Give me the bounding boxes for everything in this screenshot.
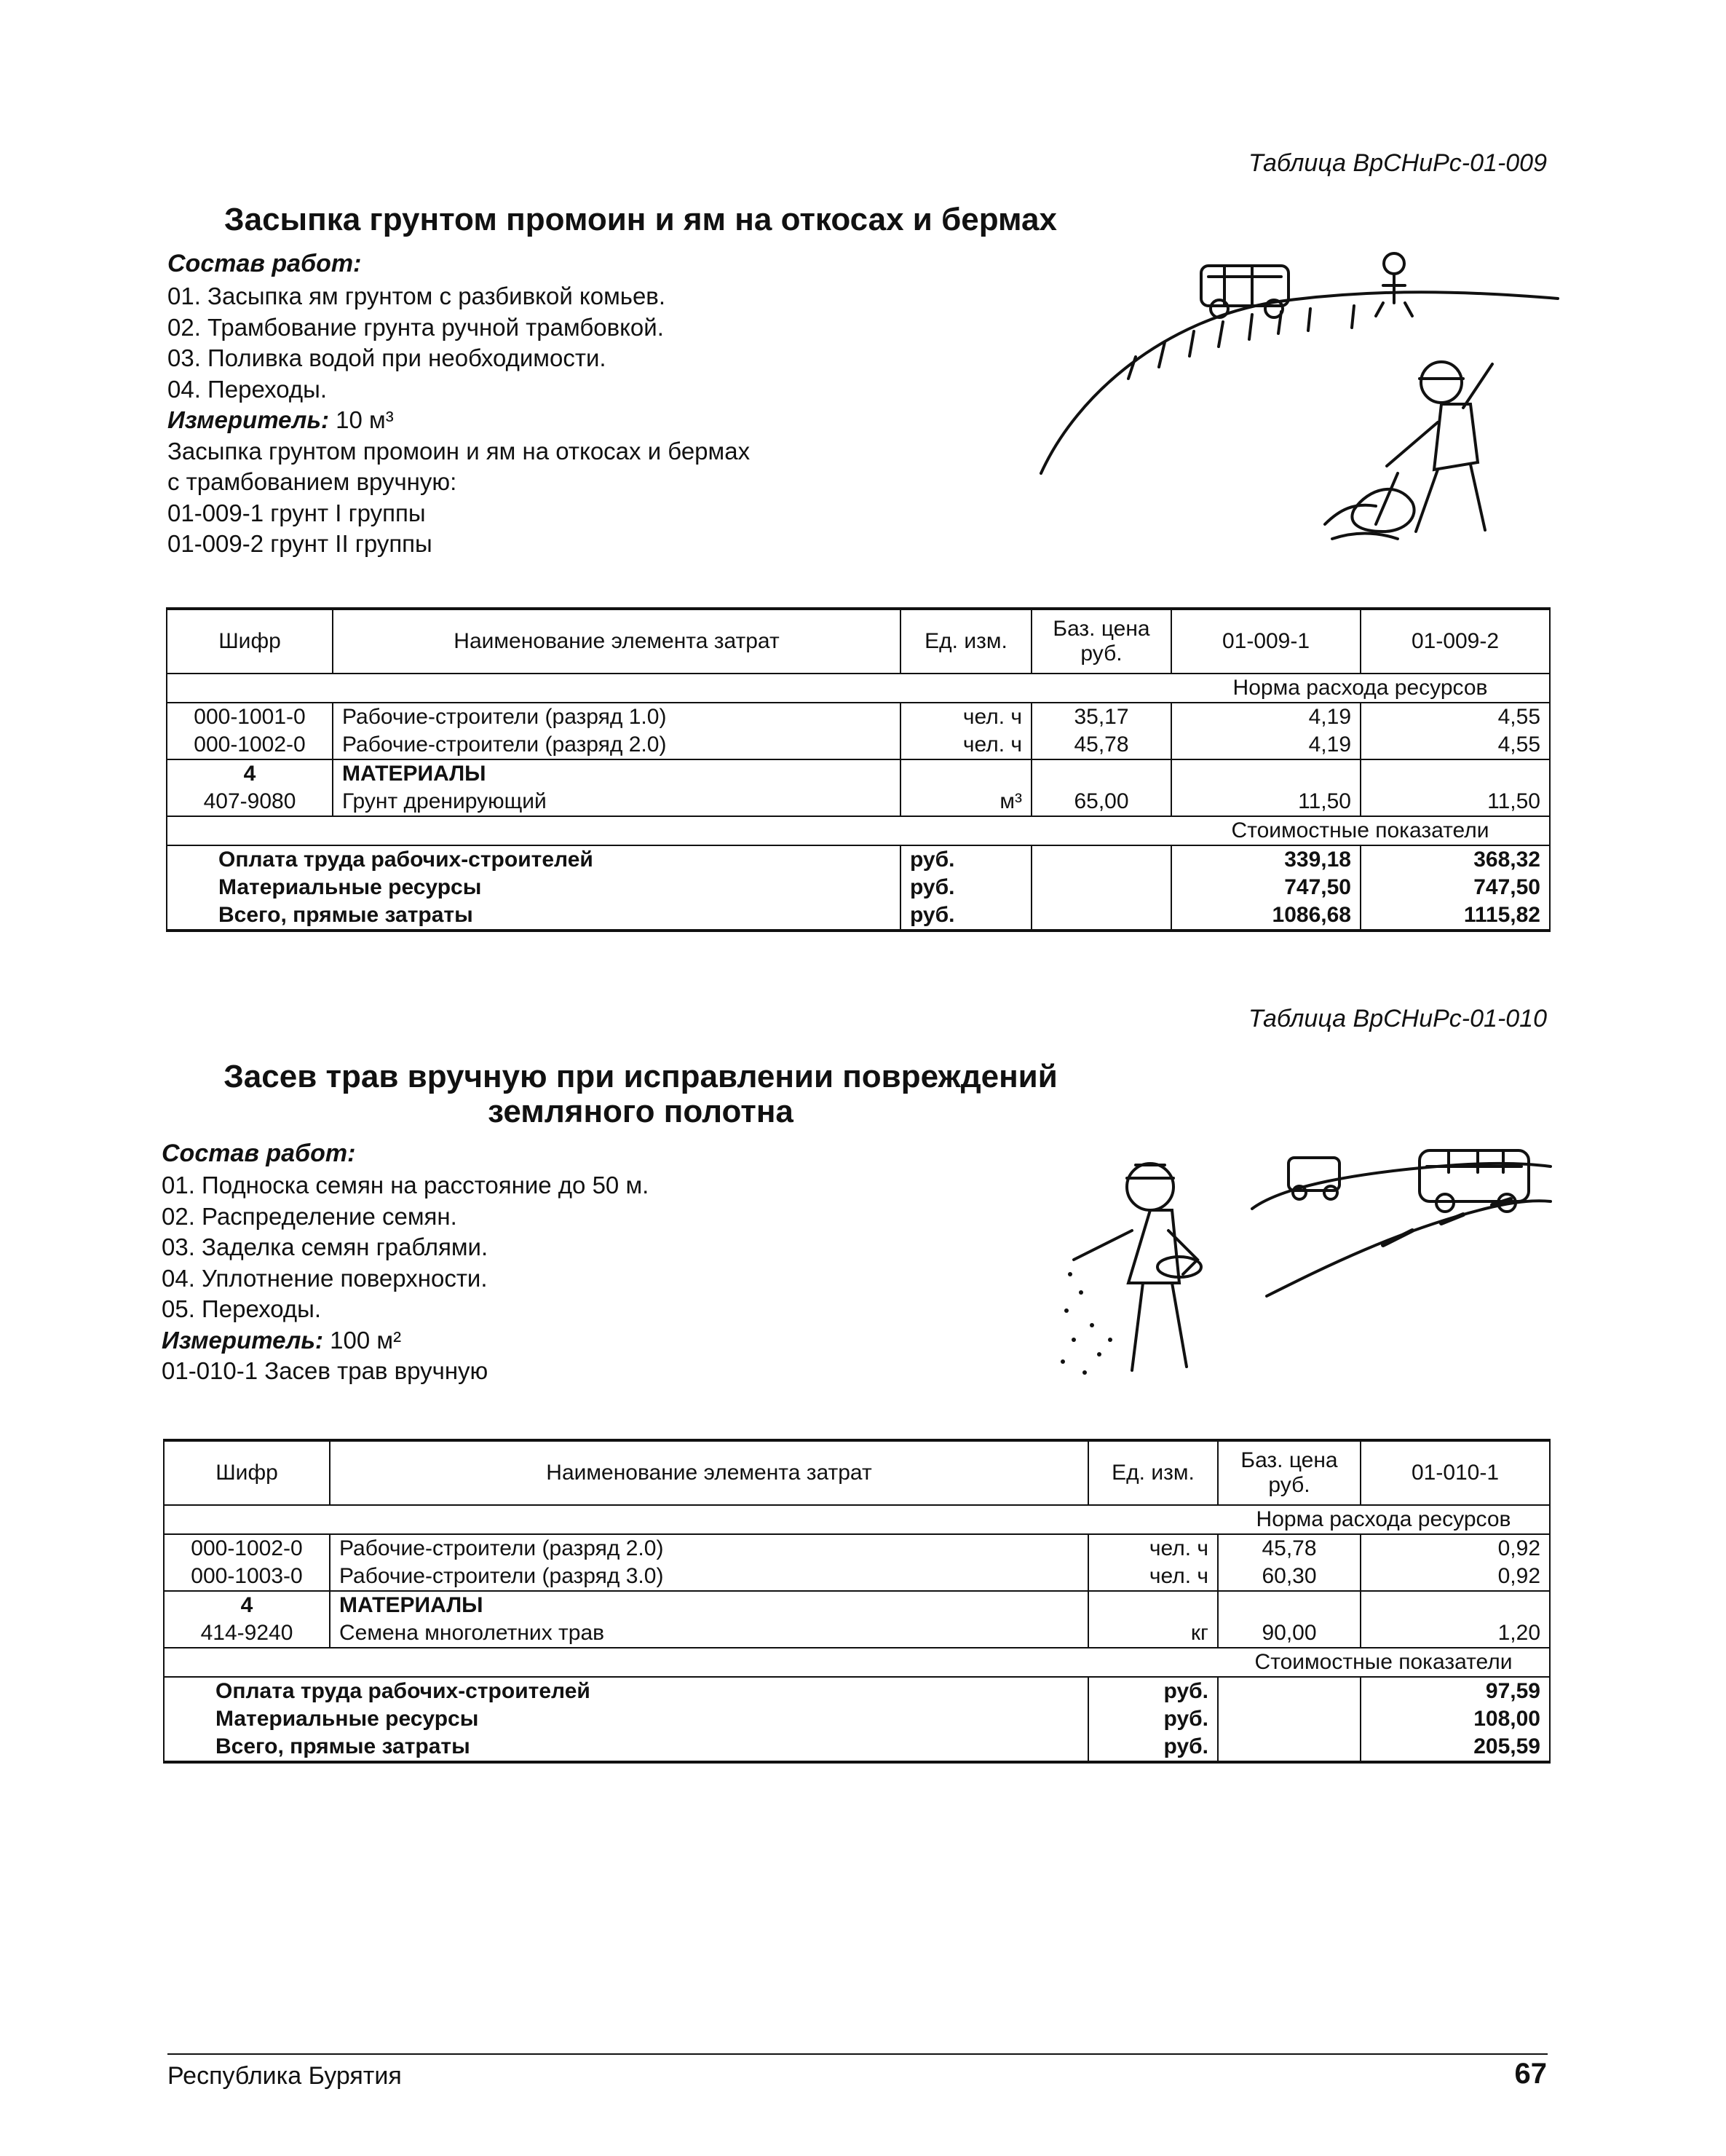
unit-cell: кг (1088, 1619, 1218, 1648)
section-title (167, 1059, 1114, 1129)
cost-caption: Стоимостные показатели (1171, 816, 1550, 845)
table-reference: Таблица ВрСНиРс-01-009 (1248, 149, 1547, 177)
total-name-cell: Оплата труда рабочих-строителей (164, 1677, 1088, 1705)
header-cell: 01-009-1 (1171, 609, 1361, 674)
value-cell: 0,92 (1361, 1563, 1550, 1591)
header-cell: Шифр (167, 609, 333, 674)
value-cell: 1086,68 (1171, 901, 1361, 931)
meter (162, 1325, 649, 1357)
total-name-cell: Материальные ресурсы (164, 1705, 1088, 1733)
meter-label: Измеритель: (162, 1326, 323, 1354)
cost-table (166, 607, 1551, 932)
value-cell: 4,19 (1171, 731, 1361, 759)
meter (167, 405, 750, 436)
header-cell: 01-009-2 (1361, 609, 1550, 674)
cost-table (163, 1439, 1551, 1764)
group-name-cell: МАТЕРИАЛЫ (333, 759, 900, 788)
group-code-cell: 4 (167, 759, 333, 788)
price-cell: 45,78 (1218, 1534, 1361, 1563)
header-cell: Наименование элемента затрат (330, 1440, 1088, 1505)
name-cell: Рабочие-строители (разряд 2.0) (330, 1534, 1088, 1563)
table-header-row (167, 609, 1550, 674)
table-header-row (164, 1440, 1550, 1505)
header-cell: Ед. изм. (1088, 1440, 1218, 1505)
work-steps (167, 281, 750, 560)
description-line: Засыпка грунтом промоин и ям на откосах и бермах (167, 437, 751, 465)
work-step: 02. Распределение семян. (162, 1202, 457, 1230)
code-cell: 414-9240 (164, 1619, 330, 1648)
norm-caption: Норма расхода ресурсов (1171, 674, 1550, 703)
work-step: 01. Засыпка ям грунтом с разбивкой комьев. (167, 283, 666, 309)
meter-value: 100 м² (330, 1326, 402, 1354)
table-row (167, 731, 1550, 759)
backfilling-illustration (1034, 233, 1572, 583)
code-cell: 000-1002-0 (164, 1534, 330, 1563)
value-cell: 1,20 (1361, 1619, 1550, 1648)
norm-caption-row (167, 674, 1550, 703)
price-cell: 45,78 (1032, 731, 1171, 759)
description-line: 01-009-1 грунт I группы (167, 499, 426, 526)
table-row (167, 788, 1550, 816)
total-name-cell: Материальные ресурсы (167, 874, 900, 901)
description-line: 01-010-1 Засев трав вручную (162, 1357, 488, 1384)
total-row (167, 845, 1550, 874)
work-step: 05. Переходы. (162, 1295, 321, 1322)
unit-cell: руб. (1088, 1677, 1218, 1705)
unit-cell: руб. (900, 845, 1032, 874)
code-cell: 000-1001-0 (167, 703, 333, 731)
table-row (164, 1534, 1550, 1563)
total-name-cell: Оплата труда рабочих-строителей (167, 845, 900, 874)
value-cell: 0,92 (1361, 1534, 1550, 1563)
value-cell: 97,59 (1361, 1677, 1550, 1705)
name-cell: Семена многолетних трав (330, 1619, 1088, 1648)
composition-label: Состав работ: (167, 250, 362, 277)
unit-cell: руб. (1088, 1733, 1218, 1762)
value-cell: 4,55 (1361, 731, 1550, 759)
page-number: 67 (1514, 2058, 1547, 2090)
material-group-row (167, 759, 1550, 788)
footer-region: Республика Бурятия (167, 2062, 402, 2090)
work-step: 02. Трамбование грунта ручной трамбовкой. (167, 313, 664, 341)
unit-cell: чел. ч (900, 703, 1032, 731)
section-title-line: Засев трав вручную при исправлении повреждений (223, 1059, 1058, 1094)
total-row (164, 1677, 1550, 1705)
unit-cell: чел. ч (1088, 1563, 1218, 1591)
table-row (164, 1619, 1550, 1648)
header-cell: Баз. цена руб. (1218, 1440, 1361, 1505)
total-row (164, 1705, 1550, 1733)
name-cell: Рабочие-строители (разряд 2.0) (333, 731, 900, 759)
code-cell: 000-1002-0 (167, 731, 333, 759)
price-cell: 35,17 (1032, 703, 1171, 731)
code-cell: 000-1003-0 (164, 1563, 330, 1591)
total-name-cell: Всего, прямые затраты (164, 1733, 1088, 1762)
norm-caption-row (164, 1505, 1550, 1534)
unit-cell: руб. (1088, 1705, 1218, 1733)
work-step: 01. Подноска семян на расстояние до 50 м. (162, 1172, 649, 1199)
unit-cell: м³ (900, 788, 1032, 816)
unit-cell: чел. ч (1088, 1534, 1218, 1563)
meter-label: Измеритель: (167, 406, 329, 433)
unit-cell: чел. ч (900, 731, 1032, 759)
cost-caption-row (164, 1648, 1550, 1677)
value-cell: 747,50 (1171, 874, 1361, 901)
total-row (167, 874, 1550, 901)
value-cell: 4,55 (1361, 703, 1550, 731)
value-cell: 4,19 (1171, 703, 1361, 731)
header-cell: Шифр (164, 1440, 330, 1505)
work-step: 03. Заделка семян граблями. (162, 1233, 488, 1260)
work-steps (162, 1170, 649, 1387)
norm-caption: Норма расхода ресурсов (1218, 1505, 1550, 1534)
price-cell: 90,00 (1218, 1619, 1361, 1648)
work-step: 04. Переходы. (167, 375, 327, 403)
name-cell: Рабочие-строители (разряд 3.0) (330, 1563, 1088, 1591)
meter-value: 10 м³ (336, 406, 394, 433)
value-cell: 339,18 (1171, 845, 1361, 874)
value-cell: 205,59 (1361, 1733, 1550, 1762)
section-title: Засыпка грунтом промоин и ям на откосах и бермах (224, 202, 1057, 237)
unit-cell: руб. (900, 874, 1032, 901)
header-cell: Баз. цена руб. (1032, 609, 1171, 674)
material-group-row (164, 1591, 1550, 1619)
total-row (167, 901, 1550, 931)
footer-rule (167, 2053, 1548, 2055)
group-code-cell: 4 (164, 1591, 330, 1619)
value-cell: 747,50 (1361, 874, 1550, 901)
price-cell: 65,00 (1032, 788, 1171, 816)
description-line: с трамбованием вручную: (167, 468, 457, 495)
value-cell: 11,50 (1361, 788, 1550, 816)
header-cell: 01-010-1 (1361, 1440, 1550, 1505)
cost-caption: Стоимостные показатели (1218, 1648, 1550, 1677)
description-line: 01-009-2 грунт II группы (167, 530, 432, 557)
table-reference: Таблица ВрСНиРс-01-010 (1248, 1005, 1547, 1032)
total-name-cell: Всего, прямые затраты (167, 901, 900, 931)
cost-caption-row (167, 816, 1550, 845)
table-row (167, 703, 1550, 731)
name-cell: Рабочие-строители (разряд 1.0) (333, 703, 900, 731)
name-cell: Грунт дренирующий (333, 788, 900, 816)
header-cell: Наименование элемента затрат (333, 609, 900, 674)
section-title-line: земляного полотна (488, 1094, 793, 1129)
work-step: 03. Поливка водой при необходимости. (167, 344, 606, 371)
value-cell: 1115,82 (1361, 901, 1550, 931)
price-cell: 60,30 (1218, 1563, 1361, 1591)
group-name-cell: МАТЕРИАЛЫ (330, 1591, 1088, 1619)
code-cell: 407-9080 (167, 788, 333, 816)
sowing-illustration (1048, 1121, 1558, 1398)
value-cell: 108,00 (1361, 1705, 1550, 1733)
composition-label: Состав работ: (162, 1140, 356, 1167)
work-step: 04. Уплотнение поверхности. (162, 1264, 488, 1292)
unit-cell: руб. (900, 901, 1032, 931)
value-cell: 11,50 (1171, 788, 1361, 816)
table-row (164, 1563, 1550, 1591)
header-cell: Ед. изм. (900, 609, 1032, 674)
total-row (164, 1733, 1550, 1762)
value-cell: 368,32 (1361, 845, 1550, 874)
